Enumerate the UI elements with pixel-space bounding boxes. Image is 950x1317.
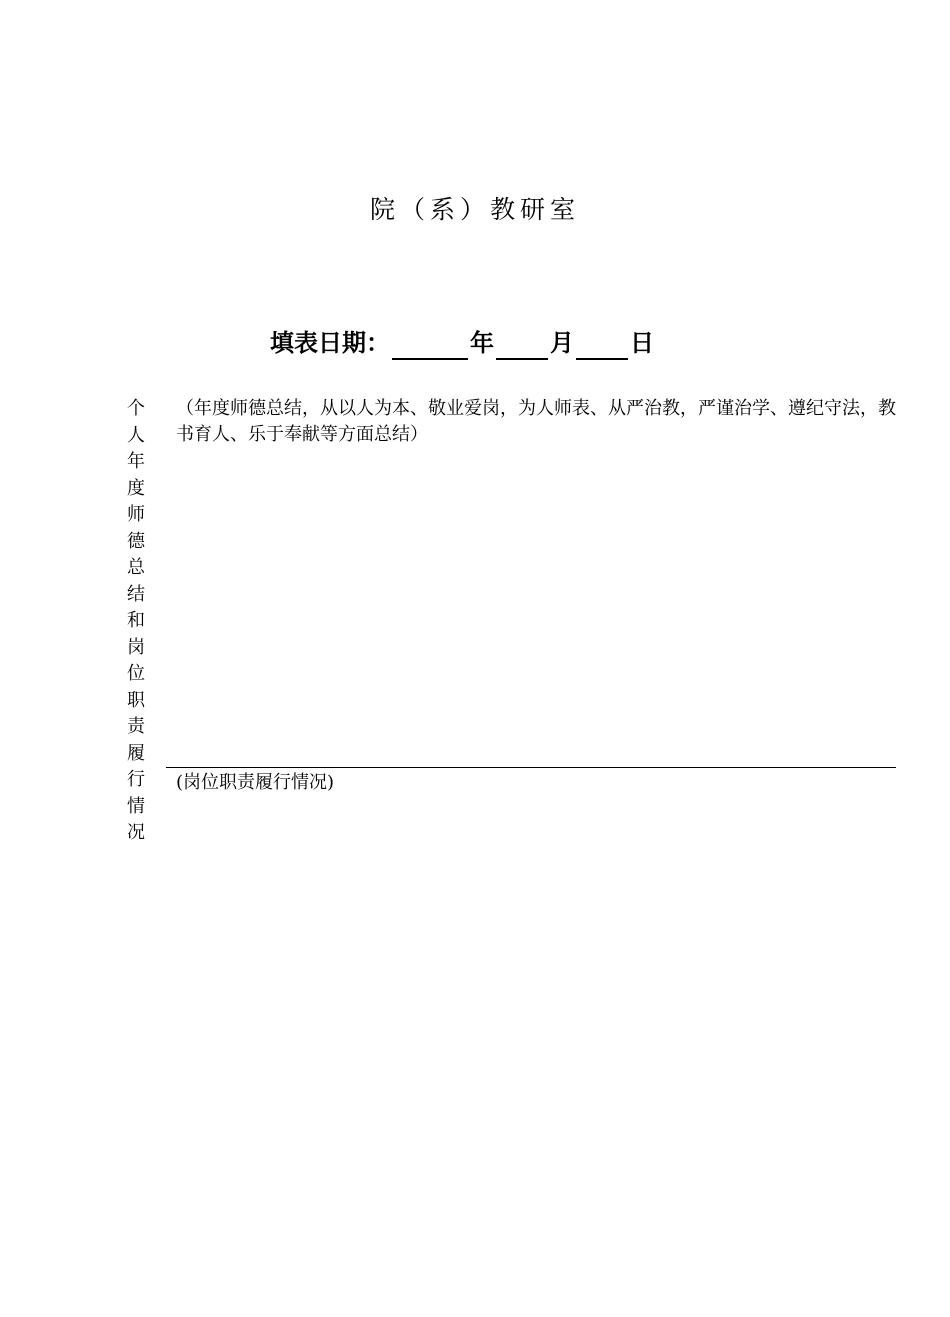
department-title: 院（系）教研室: [369, 195, 580, 224]
row-label-char: 个: [127, 398, 145, 419]
row-label-char: 师: [127, 504, 145, 525]
duty-performance-hint: (岗位职责履行情况): [176, 772, 335, 793]
duty-performance-section[interactable]: [166, 768, 896, 796]
day-label: 日: [630, 329, 654, 357]
row-label-char: 责: [127, 716, 145, 737]
month-blank[interactable]: [496, 334, 548, 360]
row-label-char: 总: [127, 557, 145, 578]
row-label-char: 年: [127, 451, 145, 472]
row-label-char: 岗: [127, 636, 145, 658]
ethics-summary-section[interactable]: [166, 396, 896, 768]
row-label-char: 和: [127, 610, 145, 631]
year-blank[interactable]: [392, 334, 468, 360]
row-label-char: 行: [127, 769, 145, 790]
row-label-char: 况: [127, 822, 145, 843]
row-label-char: 职: [127, 689, 145, 711]
row-label-char: 度: [127, 477, 145, 499]
row-label-char: 德: [127, 530, 145, 552]
row-label-char: 结: [127, 583, 145, 605]
fill-date-line: [270, 326, 654, 360]
ethics-summary-hint: （年度师德总结，从以人为本、敬业爱岗，为人师表、从严治教，严谨治学、遵纪守法，教书育人、乐于奉献等方面总结）: [176, 398, 896, 445]
month-label: 月: [550, 329, 574, 357]
row-label-char: 人: [127, 424, 145, 446]
vertical-row-label: [124, 396, 148, 847]
year-label: 年: [470, 329, 494, 357]
summary-content-area: [166, 396, 896, 796]
day-blank[interactable]: [576, 334, 628, 360]
row-label-char: 情: [127, 795, 145, 817]
fill-date-label: 填表日期：: [270, 329, 390, 357]
row-label-char: 位: [127, 663, 145, 684]
row-label-char: 履: [127, 742, 145, 764]
